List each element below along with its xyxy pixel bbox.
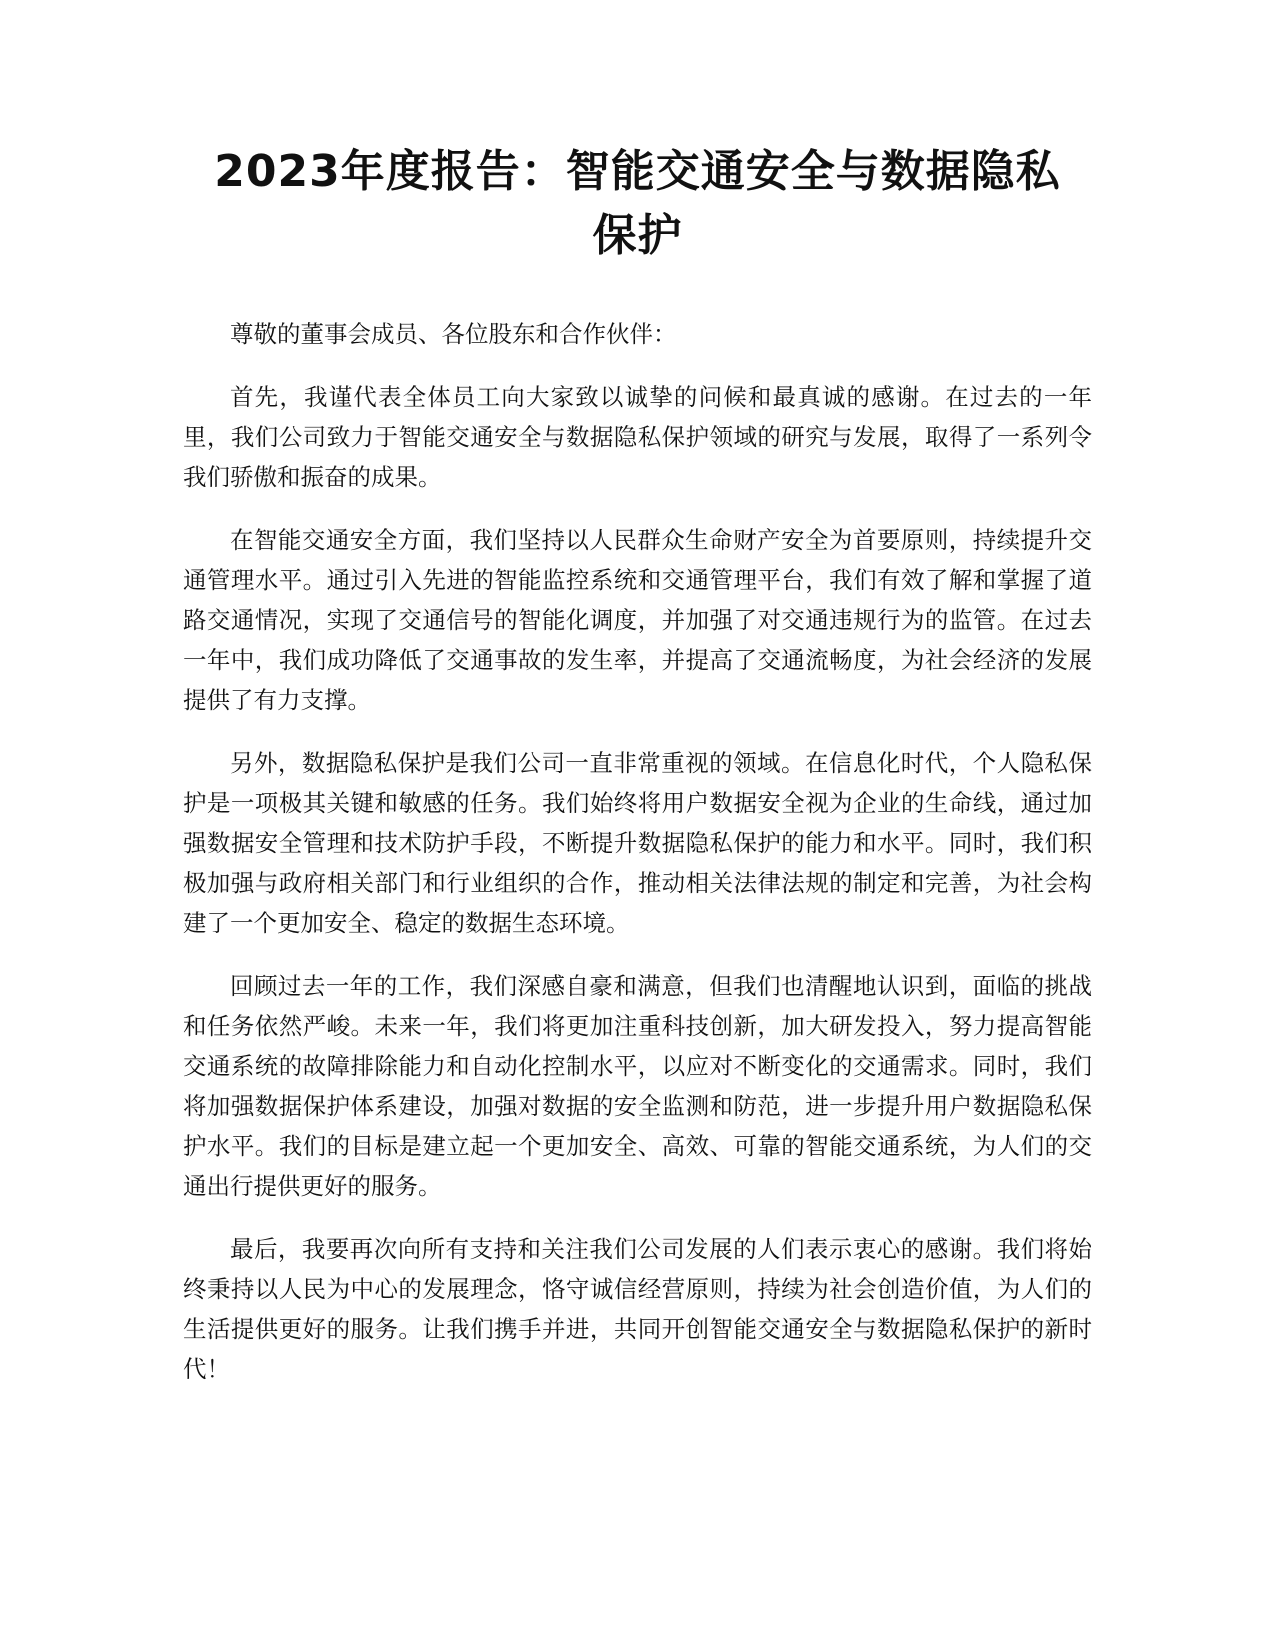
document-title: 2023年度报告：智能交通安全与数据隐私保护 [214,146,1061,261]
salutation-paragraph: 尊敬的董事会成员、各位股东和合作伙伴： [230,320,677,348]
body-paragraph: 在智能交通安全方面，我们坚持以人民群众生命财产安全为首要原则，持续提升交通管理水平。通过引入先进的智能监控系统和交通管理平台，我们有效了解和掌握了道路交通情况，实现了交通信号的智能化调度，并加强了对交通违规行为的监管。在过去一年中，我们成功降低了交通事故的发生率，并提高了交通流畅度，为社会经济的发展提供了有力支撑。 [183,526,1092,714]
closing-paragraph: 最后，我要再次向所有支持和关注我们公司发展的人们表示衷心的感谢。我们将始终秉持以人民为中心的发展理念，恪守诚信经营原则，持续为社会创造价值，为人们的生活提供更好的服务。让我们携手并进，共同开创智能交通安全与数据隐私保护的新时代！ [183,1235,1092,1383]
body-paragraph: 另外，数据隐私保护是我们公司一直非常重视的领域。在信息化时代，个人隐私保护是一项极其关键和敏感的任务。我们始终将用户数据安全视为企业的生命线，通过加强数据安全管理和技术防护手段，不断提升数据隐私保护的能力和水平。同时，我们积极加强与政府相关部门和行业组织的合作，推动相关法律法规的制定和完善，为社会构建了一个更加安全、稳定的数据生态环境。 [183,749,1092,937]
body-paragraph: 回顾过去一年的工作，我们深感自豪和满意，但我们也清醒地认识到，面临的挑战和任务依然严峻。未来一年，我们将更加注重科技创新，加大研发投入，努力提高智能交通系统的故障排除能力和自动化控制水平，以应对不断变化的交通需求。同时，我们将加强数据保护体系建设，加强对数据的安全监测和防范，进一步提升用户数据隐私保护水平。我们的目标是建立起一个更加安全、高效、可靠的智能交通系统，为人们的交通出行提供更好的服务。 [183,972,1092,1200]
body-paragraph: 首先，我谨代表全体员工向大家致以诚挚的问候和最真诚的感谢。在过去的一年里，我们公司致力于智能交通安全与数据隐私保护领域的研究与发展，取得了一系列令我们骄傲和振奋的成果。 [183,383,1092,491]
document-page [183,140,1092,1389]
document-body [183,314,1092,1389]
